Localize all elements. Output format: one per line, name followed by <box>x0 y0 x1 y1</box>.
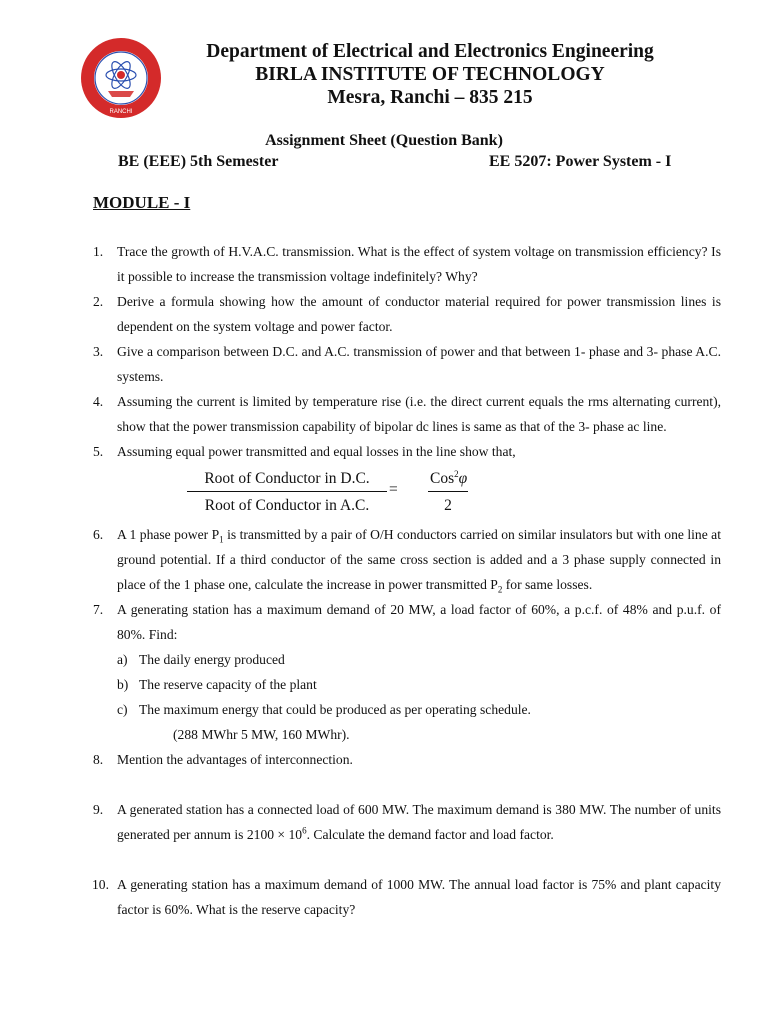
course-code: EE 5207: Power System - I <box>489 153 672 170</box>
question-number: 5. <box>93 444 104 459</box>
bit-mesra-logo <box>80 37 162 119</box>
question-text: A generating station has a maximum demand of 1000 MW. The annual load factor is 75% and plant capacity factor is 60%. What is the reserve capacity? <box>117 877 721 917</box>
question-10 <box>93 872 721 922</box>
question-number: 10. <box>92 877 109 892</box>
question-number: 2. <box>93 294 104 309</box>
question-3 <box>93 339 721 389</box>
formula-q5 <box>93 467 721 519</box>
question-7-part-c: c) The maximum energy that could be produced as per operating schedule. <box>117 702 531 717</box>
institute-name: BIRLA INSTITUTE OF TECHNOLOGY <box>255 64 605 85</box>
question-7-part-b: b) The reserve capacity of the plant <box>117 677 317 692</box>
question-7 <box>93 597 721 647</box>
question-5 <box>93 439 721 464</box>
question-number: 3. <box>93 344 104 359</box>
question-2 <box>93 289 721 339</box>
question-number: 9. <box>93 802 104 817</box>
question-text: Assuming the current is limited by temperature rise (i.e. the direct current equals the rms alternating current), show that the power transmission capability of bipolar dc lines is same as that of the 3- phase ac line. <box>117 394 721 434</box>
question-text: Trace the growth of H.V.A.C. transmission. What is the effect of system voltage on transmission efficiency? Is it possible to increase the transmission voltage indefinitely? Why? <box>117 244 721 284</box>
question-6 <box>93 522 721 597</box>
question-9 <box>93 797 721 847</box>
formula-denominator: 2 <box>444 497 452 514</box>
formula-numerator: Cos$^2$φ <box>428 469 468 492</box>
question-8 <box>93 747 721 772</box>
question-text: Give a comparison between D.C. and A.C. transmission of power and that between 1- phase and 3- phase A.C. systems. <box>117 344 721 384</box>
question-number: 8. <box>93 752 104 767</box>
formula-numerator: Root of Conductor in D.C. <box>187 469 387 492</box>
institution-header <box>170 40 690 109</box>
question-text: A generated station has a connected load of 600 MW. The maximum demand is 380 MW. The number of units generated per annum is $2100 \times 10^6$. Calculate the demand factor and load factor. <box>117 802 721 842</box>
question-number: 6. <box>93 527 104 542</box>
svg-text:RANCHI: RANCHI <box>109 109 133 115</box>
department-title: Department of Electrical and Electronics Engineering <box>206 41 654 62</box>
question-1 <box>93 239 721 289</box>
question-4 <box>93 389 721 439</box>
formula-left-fraction <box>187 469 387 516</box>
question-list <box>93 239 721 922</box>
course-semester: BE (EEE) 5th Semester <box>118 153 279 170</box>
question-text: Derive a formula showing how the amount of conductor material required for power transmission lines is dependent on the system voltage and power factor. <box>117 294 721 334</box>
formula-equals: = <box>389 481 398 498</box>
question-text: Mention the advantages of interconnection. <box>117 752 353 767</box>
question-number: 1. <box>93 244 104 259</box>
question-text: A 1 phase power $P_1$ is transmitted by a pair of O/H conductors carried on similar insulators but with one line at ground potential. If a third conductor of the same cross section is added and a 3 phase supply connected in place of the 1 phase one, calculate the increase in power transmitted $P_2$ for same losses. <box>117 527 721 595</box>
question-7-part-a: a) The daily energy produced <box>117 652 285 667</box>
institute-address: Mesra, Ranchi – 835 215 <box>327 87 533 108</box>
question-number: 4. <box>93 394 104 409</box>
question-text: A generating station has a maximum demand of 20 MW, a load factor of 60%, a p.c.f. of 48% and p.u.f. of 80%. Find: <box>117 602 721 642</box>
question-7-answer: (288 MWhr 5 MW, 160 MWhr). <box>173 727 350 742</box>
question-text: Assuming equal power transmitted and equal losses in the line show that, <box>117 444 516 459</box>
question-number: 7. <box>93 602 104 617</box>
module-heading: MODULE - I <box>93 193 191 212</box>
sheet-title: Assignment Sheet (Question Bank) <box>265 132 503 149</box>
formula-denominator: Root of Conductor in A.C. <box>204 497 370 514</box>
formula-right-fraction <box>428 469 468 516</box>
